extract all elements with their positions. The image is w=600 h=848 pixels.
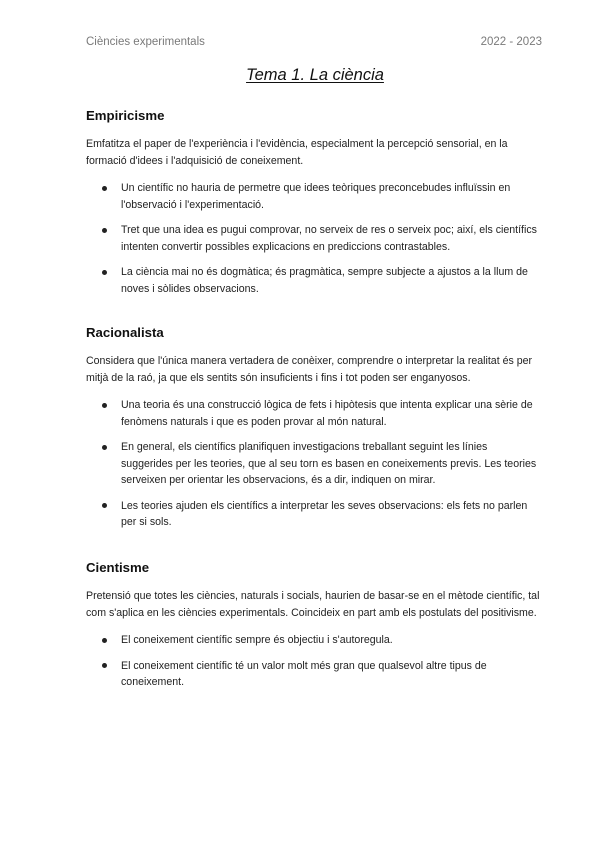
bullet-icon: [102, 186, 107, 191]
list-item-text: Una teoria és una construcció lògica de fets i hipòtesis que intenta explicar una sèrie de fenòmens naturals i que es poden provar al món natural.: [121, 399, 533, 428]
header-years: 2022 - 2023: [480, 36, 542, 48]
list-item: [86, 180, 541, 213]
page-header: [86, 36, 542, 52]
section-intro: Emfatitza el paper de l'experiència i l'evidència, especialment la percepció sensorial, en la formació d'idees i l'adquisició de coneixement.: [86, 138, 508, 167]
section-racionalista: [86, 323, 541, 531]
list-item: [86, 632, 541, 649]
bullet-list: [86, 180, 541, 297]
bullet-icon: [102, 403, 107, 408]
bullet-icon: [102, 228, 107, 233]
section-cientisme: [86, 558, 541, 691]
page-title: Tema 1. La ciència: [246, 66, 384, 84]
section-heading: Racionalista: [86, 325, 164, 340]
bullet-icon: [102, 638, 107, 643]
list-item-text: En general, els científics planifiquen investigacions treballant seguint les línies suggerides per les teories, que al seu torn es basen en coneixements previs. Les teories serveixen per orientar les observacions, és a dir, indiquen on mirar.: [121, 441, 537, 486]
bullet-icon: [102, 270, 107, 275]
list-item-text: La ciència mai no és dogmàtica; és pragmàtica, sempre subjecte a ajustos a la llum de noves i sòlides observacions.: [121, 266, 528, 295]
bullet-list: [86, 397, 541, 531]
list-item: [86, 397, 541, 430]
bullet-icon: [102, 503, 107, 508]
list-item: [86, 439, 541, 489]
list-item: [86, 264, 541, 297]
list-item-text: Un científic no hauria de permetre que idees teòriques preconcebudes influïssin en l'observació i l'experimentació.: [121, 182, 511, 211]
list-item: [86, 658, 541, 691]
section-empiricisme: [86, 106, 541, 297]
bullet-icon: [102, 445, 107, 450]
list-item: [86, 222, 541, 255]
section-intro: Considera que l'única manera vertadera de conèixer, comprendre o interpretar la realitat és per mitjà de la raó, ja que els sentits són insuficients i fins i tot poden ser enganyosos.: [86, 355, 533, 384]
list-item: [86, 498, 541, 531]
section-intro: Pretensió que totes les ciències, naturals i socials, haurien de basar-se en el mètode científic, tal com s'aplica en les ciències experimentals. Coincideix en part amb els postulats del positivisme.: [86, 590, 540, 619]
section-heading: Empiricisme: [86, 108, 165, 123]
list-item-text: Tret que una idea es pugui comprovar, no serveix de res o serveix poc; així, els científics intenten convertir possibles explicacions en prediccions contrastables.: [121, 224, 537, 253]
list-item-text: El coneixement científic sempre és objectiu i s'autoregula.: [121, 634, 393, 646]
list-item-text: El coneixement científic té un valor molt més gran que qualsevol altre tipus de coneixement.: [121, 659, 487, 688]
bullet-list: [86, 632, 541, 691]
list-item-text: Les teories ajuden els científics a interpretar les seves observacions: els fets no parlen per si sols.: [121, 499, 528, 528]
section-heading: Cientisme: [86, 560, 150, 575]
header-course: Ciències experimentals: [86, 36, 205, 48]
bullet-icon: [102, 663, 107, 668]
